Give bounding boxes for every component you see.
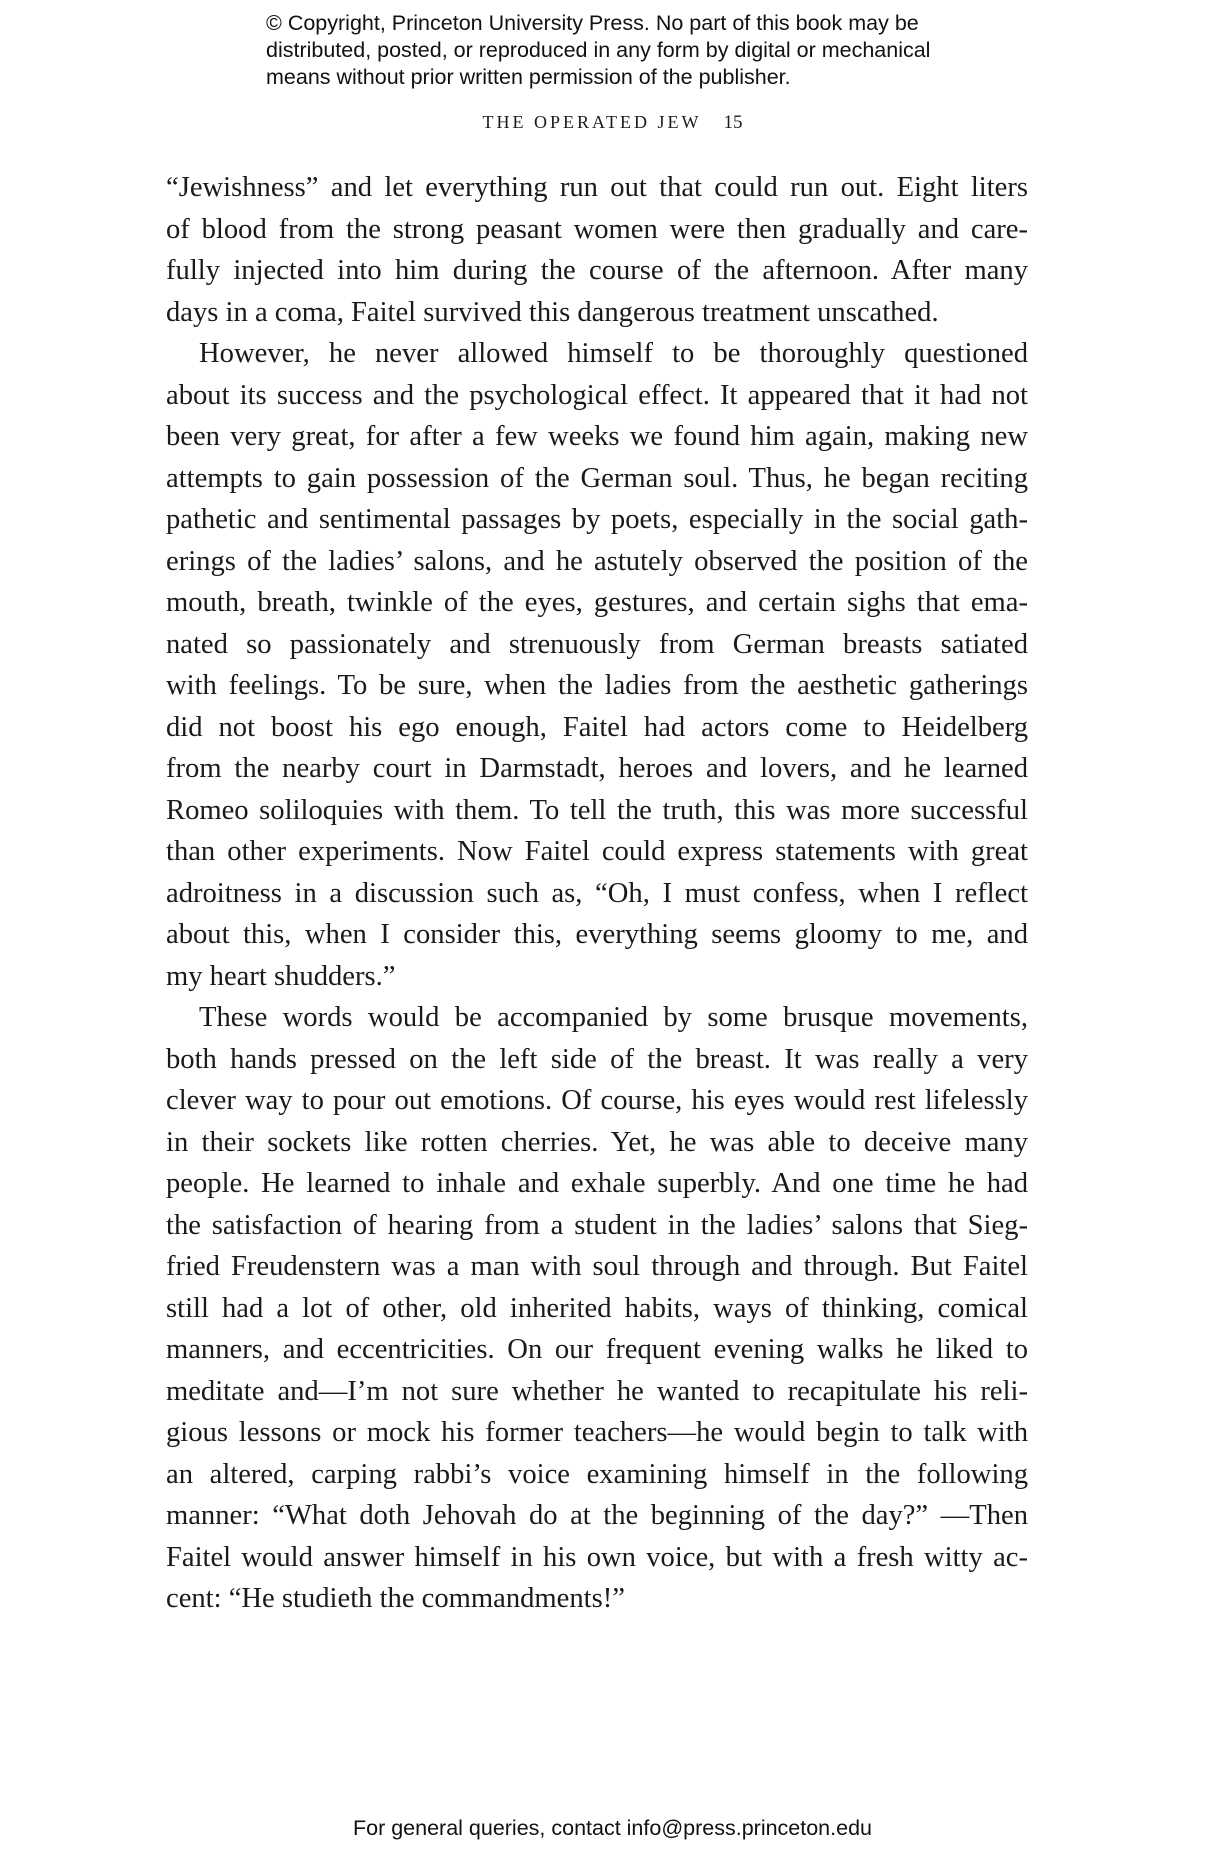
text-line: Faitel would answer himself in his own voice, but with a fresh witty ac- xyxy=(166,1541,1028,1573)
copyright-line: means without prior written permission of the publisher. xyxy=(266,65,791,89)
running-head xyxy=(0,112,1225,134)
text-line: an altered, carping rabbi’s voice examining himself in the following xyxy=(166,1458,1028,1490)
text-line: adroitness in a discussion such as, “Oh, I must confess, when I reflect xyxy=(166,877,1028,909)
text-line: pathetic and sentimental passages by poets, especially in the social gath- xyxy=(166,504,1028,535)
copyright-line: © Copyright, Princeton University Press. No part of this book may be xyxy=(266,11,919,35)
body-text xyxy=(166,167,1028,1620)
text-line: about this, when I consider this, everything seems gloomy to me, and xyxy=(166,919,1028,950)
text-line: meditate and—I’m not sure whether he wanted to recapitulate his reli- xyxy=(166,1375,1028,1407)
text-line: than other experiments. Now Faitel could express statements with great xyxy=(166,836,1028,867)
paragraph xyxy=(166,333,1028,997)
text-line: did not boost his ego enough, Faitel had actors come to Heidelberg xyxy=(166,711,1028,743)
paragraph xyxy=(166,167,1028,333)
text-line: erings of the ladies’ salons, and he astutely observed the position of the xyxy=(166,545,1028,577)
footer-contact: For general queries, contact info@press.princeton.edu xyxy=(352,1816,872,1840)
page-number: 15 xyxy=(723,112,743,133)
text-line: gious lessons or mock his former teachers—he would begin to talk with xyxy=(166,1417,1028,1448)
text-line: These words would be accompanied by some brusque movements, xyxy=(199,1002,1028,1033)
text-line: from the nearby court in Darmstadt, heroes and lovers, and he learned xyxy=(166,753,1028,784)
text-line: my heart shudders.” xyxy=(166,960,396,992)
text-line: nated so passionately and strenuously from German breasts satiated xyxy=(166,628,1028,660)
text-line: mouth, breath, twinkle of the eyes, gestures, and certain sighs that ema- xyxy=(166,587,1028,618)
text-line: attempts to gain possession of the German soul. Thus, he began reciting xyxy=(166,462,1028,494)
running-head-title: THE OPERATED JEW xyxy=(482,112,702,132)
paragraph xyxy=(166,997,1028,1620)
text-line: clever way to pour out emotions. Of course, his eyes would rest lifelessly xyxy=(166,1085,1028,1116)
text-line: people. He learned to inhale and exhale superbly. And one time he had xyxy=(166,1168,1028,1199)
text-line: in their sockets like rotten cherries. Yet, he was able to deceive many xyxy=(166,1126,1028,1158)
text-line: both hands pressed on the left side of the breast. It was really a very xyxy=(166,1043,1028,1075)
text-line: been very great, for after a few weeks we found him again, making new xyxy=(166,421,1028,452)
text-line: days in a coma, Faitel survived this dangerous treatment unscathed. xyxy=(166,296,939,328)
text-line: “Jewishness” and let everything run out that could run out. Eight liters xyxy=(166,172,1028,203)
text-line: still had a lot of other, old inherited habits, ways of thinking, comical xyxy=(166,1292,1028,1324)
text-line: manners, and eccentricities. On our frequent evening walks he liked to xyxy=(166,1334,1028,1365)
text-line: cent: “He studieth the commandments!” xyxy=(166,1583,625,1614)
text-line: fried Freudenstern was a man with soul through and through. But Faitel xyxy=(166,1251,1028,1282)
text-line: manner: “What doth Jehovah do at the beginning of the day?” —Then xyxy=(166,1500,1028,1531)
text-line: with feelings. To be sure, when the ladies from the aesthetic gatherings xyxy=(166,670,1028,701)
text-line: However, he never allowed himself to be thoroughly questioned xyxy=(199,338,1028,369)
text-line: Romeo soliloquies with them. To tell the truth, this was more successful xyxy=(166,794,1028,826)
text-line: of blood from the strong peasant women were then gradually and care- xyxy=(166,213,1028,245)
copyright-notice xyxy=(266,10,1026,91)
text-line: the satisfaction of hearing from a student in the ladies’ salons that Sieg- xyxy=(166,1209,1028,1241)
text-line: fully injected into him during the course of the afternoon. After many xyxy=(166,255,1028,286)
copyright-line: distributed, posted, or reproduced in any form by digital or mechanical xyxy=(266,38,931,62)
text-line: about its success and the psychological effect. It appeared that it had not xyxy=(166,379,1028,411)
